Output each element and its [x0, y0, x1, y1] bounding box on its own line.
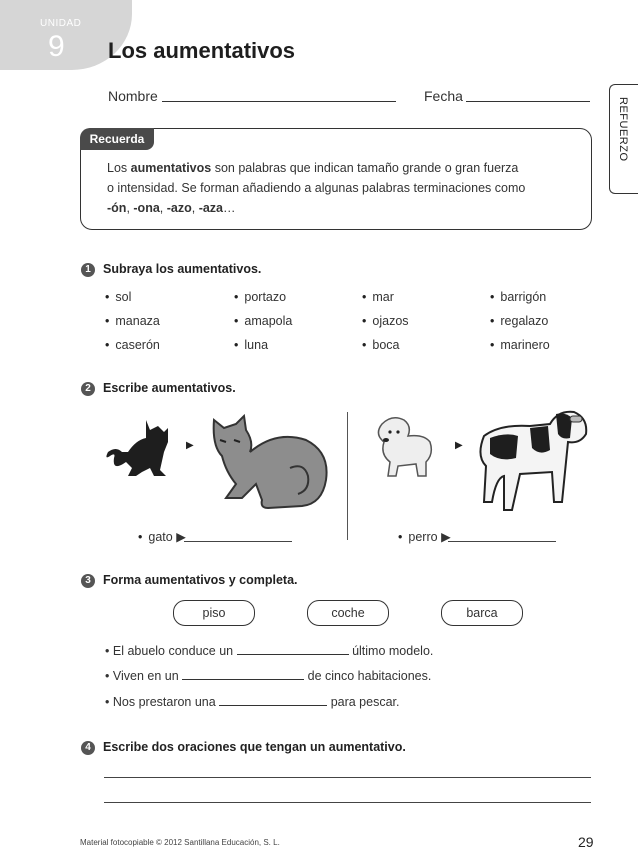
recuerda-line-1-end: son palabras que indican tamaño grande o gran fuerza — [211, 161, 519, 175]
ellipsis: … — [223, 201, 236, 215]
question-2-title: Escribe aumentativos. — [103, 381, 236, 395]
small-dog-illustration — [372, 414, 436, 480]
answer-field[interactable] — [448, 541, 556, 542]
option-pill: piso — [173, 600, 255, 626]
recuerda-line-1-start: Los — [107, 161, 131, 175]
sentence-end: para pescar. — [330, 695, 400, 709]
page-number: 29 — [578, 834, 594, 850]
sep: , — [191, 201, 199, 215]
recuerda-line-2: o intensidad. Se forman añadiendo a algunas palabras terminaciones como — [107, 181, 526, 195]
answer-item-label-text: perro — [408, 530, 438, 544]
side-tab — [609, 84, 638, 194]
option-pill: barca — [441, 600, 523, 626]
blank-field[interactable] — [219, 695, 327, 706]
sep: , — [126, 201, 134, 215]
ending: -aza — [198, 201, 224, 215]
ending: -azo — [166, 201, 192, 215]
bullet: • — [105, 695, 110, 709]
blank-field[interactable] — [237, 644, 349, 655]
question-2-number: 2 — [81, 382, 95, 396]
sentence-start: El abuelo conduce un — [112, 644, 234, 658]
big-cat-illustration — [206, 412, 332, 512]
word-item[interactable]: • luna — [234, 338, 268, 352]
question-1-title: Subraya los aumentativos. — [103, 262, 262, 276]
sentence-start: Viven en un — [112, 669, 179, 683]
question-4-title: Escribe dos oraciones que tengan un aumentativo. — [103, 740, 406, 754]
sentence-3 — [105, 695, 399, 709]
arrow-icon: ▶ — [455, 440, 463, 451]
bullet: • — [105, 669, 110, 683]
word-item[interactable]: • marinero — [490, 338, 550, 352]
side-tab-label: REFUERZO — [617, 97, 629, 162]
arrow-icon: ▶ — [441, 530, 451, 544]
date-label: Fecha — [424, 88, 463, 104]
question-3-title: Forma aumentativos y completa. — [103, 573, 298, 587]
sentence-start: Nos prestaron una — [112, 695, 216, 709]
question-3-number: 3 — [81, 574, 95, 588]
question-4-number: 4 — [81, 741, 95, 755]
word-item[interactable]: • ojazos — [362, 314, 409, 328]
word-item[interactable]: • caserón — [105, 338, 160, 352]
ending: -ona — [133, 201, 160, 215]
word-item[interactable]: • manaza — [105, 314, 160, 328]
recuerda-line-1 — [107, 161, 518, 175]
recuerda-line-3 — [107, 201, 236, 215]
ending: -ón — [107, 201, 127, 215]
word-item[interactable]: • sol — [105, 290, 131, 304]
word-item[interactable]: • portazo — [234, 290, 286, 304]
answer-item-label — [138, 529, 186, 544]
word-item[interactable]: • boca — [362, 338, 400, 352]
unit-label: UNIDAD — [40, 18, 82, 29]
blank-field[interactable] — [182, 669, 304, 680]
sep: , — [159, 201, 167, 215]
footer-copyright: Material fotocopiable © 2012 Santillana Educación, S. L. — [80, 838, 280, 847]
writing-line[interactable] — [104, 777, 591, 778]
arrow-icon: ▶ — [176, 530, 186, 544]
sentence-end: último modelo. — [352, 644, 434, 658]
recuerda-tab: Recuerda — [80, 128, 154, 150]
arrow-icon: ▶ — [186, 440, 194, 451]
sentence-end: de cinco habitaciones. — [307, 669, 432, 683]
recuerda-keyword: aumentativos — [130, 161, 212, 175]
name-field[interactable] — [162, 101, 396, 102]
answer-item-label — [398, 529, 451, 544]
word-item[interactable]: • mar — [362, 290, 394, 304]
unit-number: 9 — [48, 30, 65, 63]
name-label: Nombre — [108, 88, 158, 104]
question-1-number: 1 — [81, 263, 95, 277]
big-dog-illustration — [470, 406, 590, 518]
sentence-2 — [105, 669, 431, 683]
word-item[interactable]: • barrigón — [490, 290, 546, 304]
date-field[interactable] — [466, 101, 590, 102]
writing-line[interactable] — [104, 802, 591, 803]
answer-field[interactable] — [184, 541, 292, 542]
answer-item-label-text: gato — [148, 530, 173, 544]
word-item[interactable]: • regalazo — [490, 314, 548, 328]
page-title: Los aumentativos — [108, 38, 296, 63]
word-item[interactable]: • amapola — [234, 314, 292, 328]
small-cat-illustration — [102, 412, 182, 482]
bullet: • — [105, 644, 110, 658]
sentence-1 — [105, 644, 433, 658]
q2-divider — [347, 412, 348, 540]
option-pill: coche — [307, 600, 389, 626]
